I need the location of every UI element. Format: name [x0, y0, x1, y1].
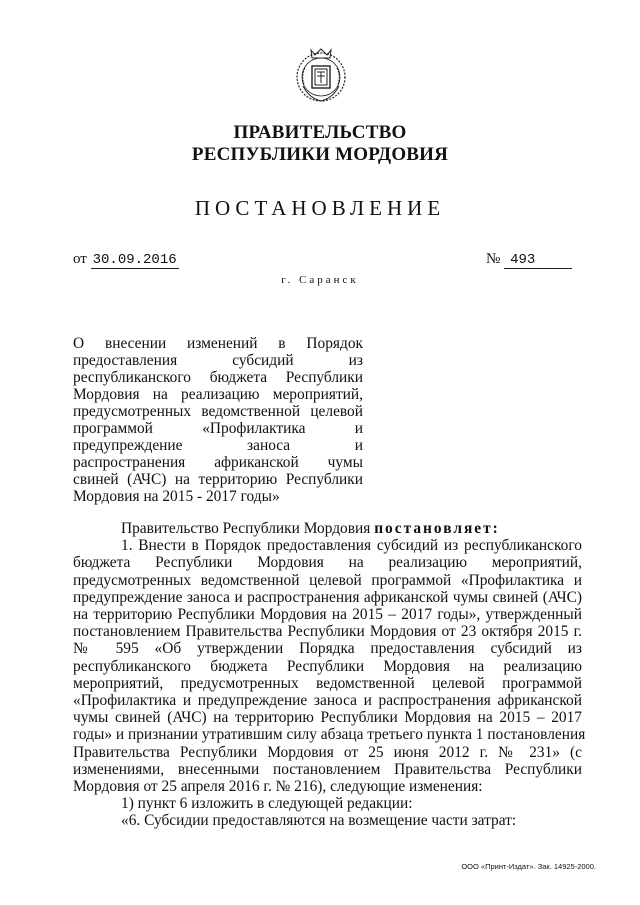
body-line: бюджета Республики Мордовия на реализацию мероприятий,: [73, 554, 582, 572]
body-line: годы» и признании утратившим силу абзаца третьего пункта 1 постановления: [73, 726, 586, 744]
body-line: № 595 «Об утверждении Порядка предоставления субсидий из: [73, 640, 582, 658]
body-line: мероприятий, предусмотренных ведомственной целевой программой: [73, 674, 582, 692]
subject-line: Мордовия на 2015 - 2017 годы»: [73, 488, 280, 505]
body-line: чумы свиней (АЧС) на территорию Республики Мордовия на 2015 – 2017: [73, 709, 582, 727]
subject-line: программой «Профилактика и: [73, 420, 363, 437]
document-body: [73, 520, 586, 830]
government-title: ПРАВИТЕЛЬСТВО: [233, 122, 407, 143]
body-line: Мордовия от 25 апреля 2016 г. № 216), следующие изменения:: [73, 778, 483, 796]
city-label: г. Саранск: [281, 274, 359, 286]
body-line: постановлением Правительства Республики Мордовия от 23 октября 2015 г.: [73, 623, 582, 641]
date-line: [73, 251, 179, 268]
subject-line: О внесении изменений в Порядок: [73, 335, 363, 352]
subject-line: предоставления субсидий из: [73, 352, 363, 369]
body-line: изменениями, внесенными постановлением Правительства Республики: [73, 760, 582, 778]
body-line: 1. Внести в Порядок предоставления субсидий из республиканского: [121, 537, 582, 555]
document-date: 30.09.2016: [92, 252, 177, 268]
body-line: «Профилактика и предупреждение заноса и распространения африканской: [73, 692, 582, 710]
body-line: 1) пункт 6 изложить в следующей редакции:: [121, 795, 413, 813]
body-line: «6. Субсидии предоставляются на возмещение части затрат:: [121, 812, 517, 830]
body-line: предупреждение заноса и распространения африканской чумы свиней (АЧС): [73, 588, 582, 606]
number-prefix: №: [486, 251, 501, 267]
date-prefix: от: [73, 251, 87, 267]
subject-line: предупреждение заноса и: [73, 437, 363, 454]
subject-line: предусмотренных ведомственной целевой: [73, 403, 363, 420]
body-line: Правительства Республики Мордовия от 25 июня 2012 г. № 231» (с: [73, 743, 582, 761]
body-line: на территорию Республики Мордовия на 2015 – 2017 годы», утвержденный: [73, 606, 582, 624]
document-type: ПОСТАНОВЛЕНИЕ: [194, 196, 446, 220]
document-number: 493: [504, 252, 572, 269]
number-line: [486, 251, 572, 269]
intro-text: Правительство Республики Мордовия: [121, 520, 371, 537]
subject-line: Мордовия на реализацию мероприятий,: [73, 386, 363, 403]
intro-line: [73, 520, 582, 537]
document-subject: [73, 335, 363, 505]
subject-line: свиней (АЧС) на территорию Республики: [73, 471, 363, 488]
intro-verb: постановляет:: [374, 520, 500, 537]
body-line: предусмотренных ведомственной целевой программой «Профилактика и: [73, 571, 582, 589]
republic-title: РЕСПУБЛИКИ МОРДОВИЯ: [191, 144, 449, 165]
body-line: республиканского бюджета Республики Мордовия на реализацию: [73, 657, 582, 675]
subject-line: республиканского бюджета Республики: [73, 369, 363, 386]
printer-imprint: ООО «Принт-Издат». Зак. 14925-2000.: [461, 862, 596, 871]
coat-of-arms-emblem: [295, 46, 347, 106]
subject-line: распространения африканской чумы: [73, 454, 363, 471]
